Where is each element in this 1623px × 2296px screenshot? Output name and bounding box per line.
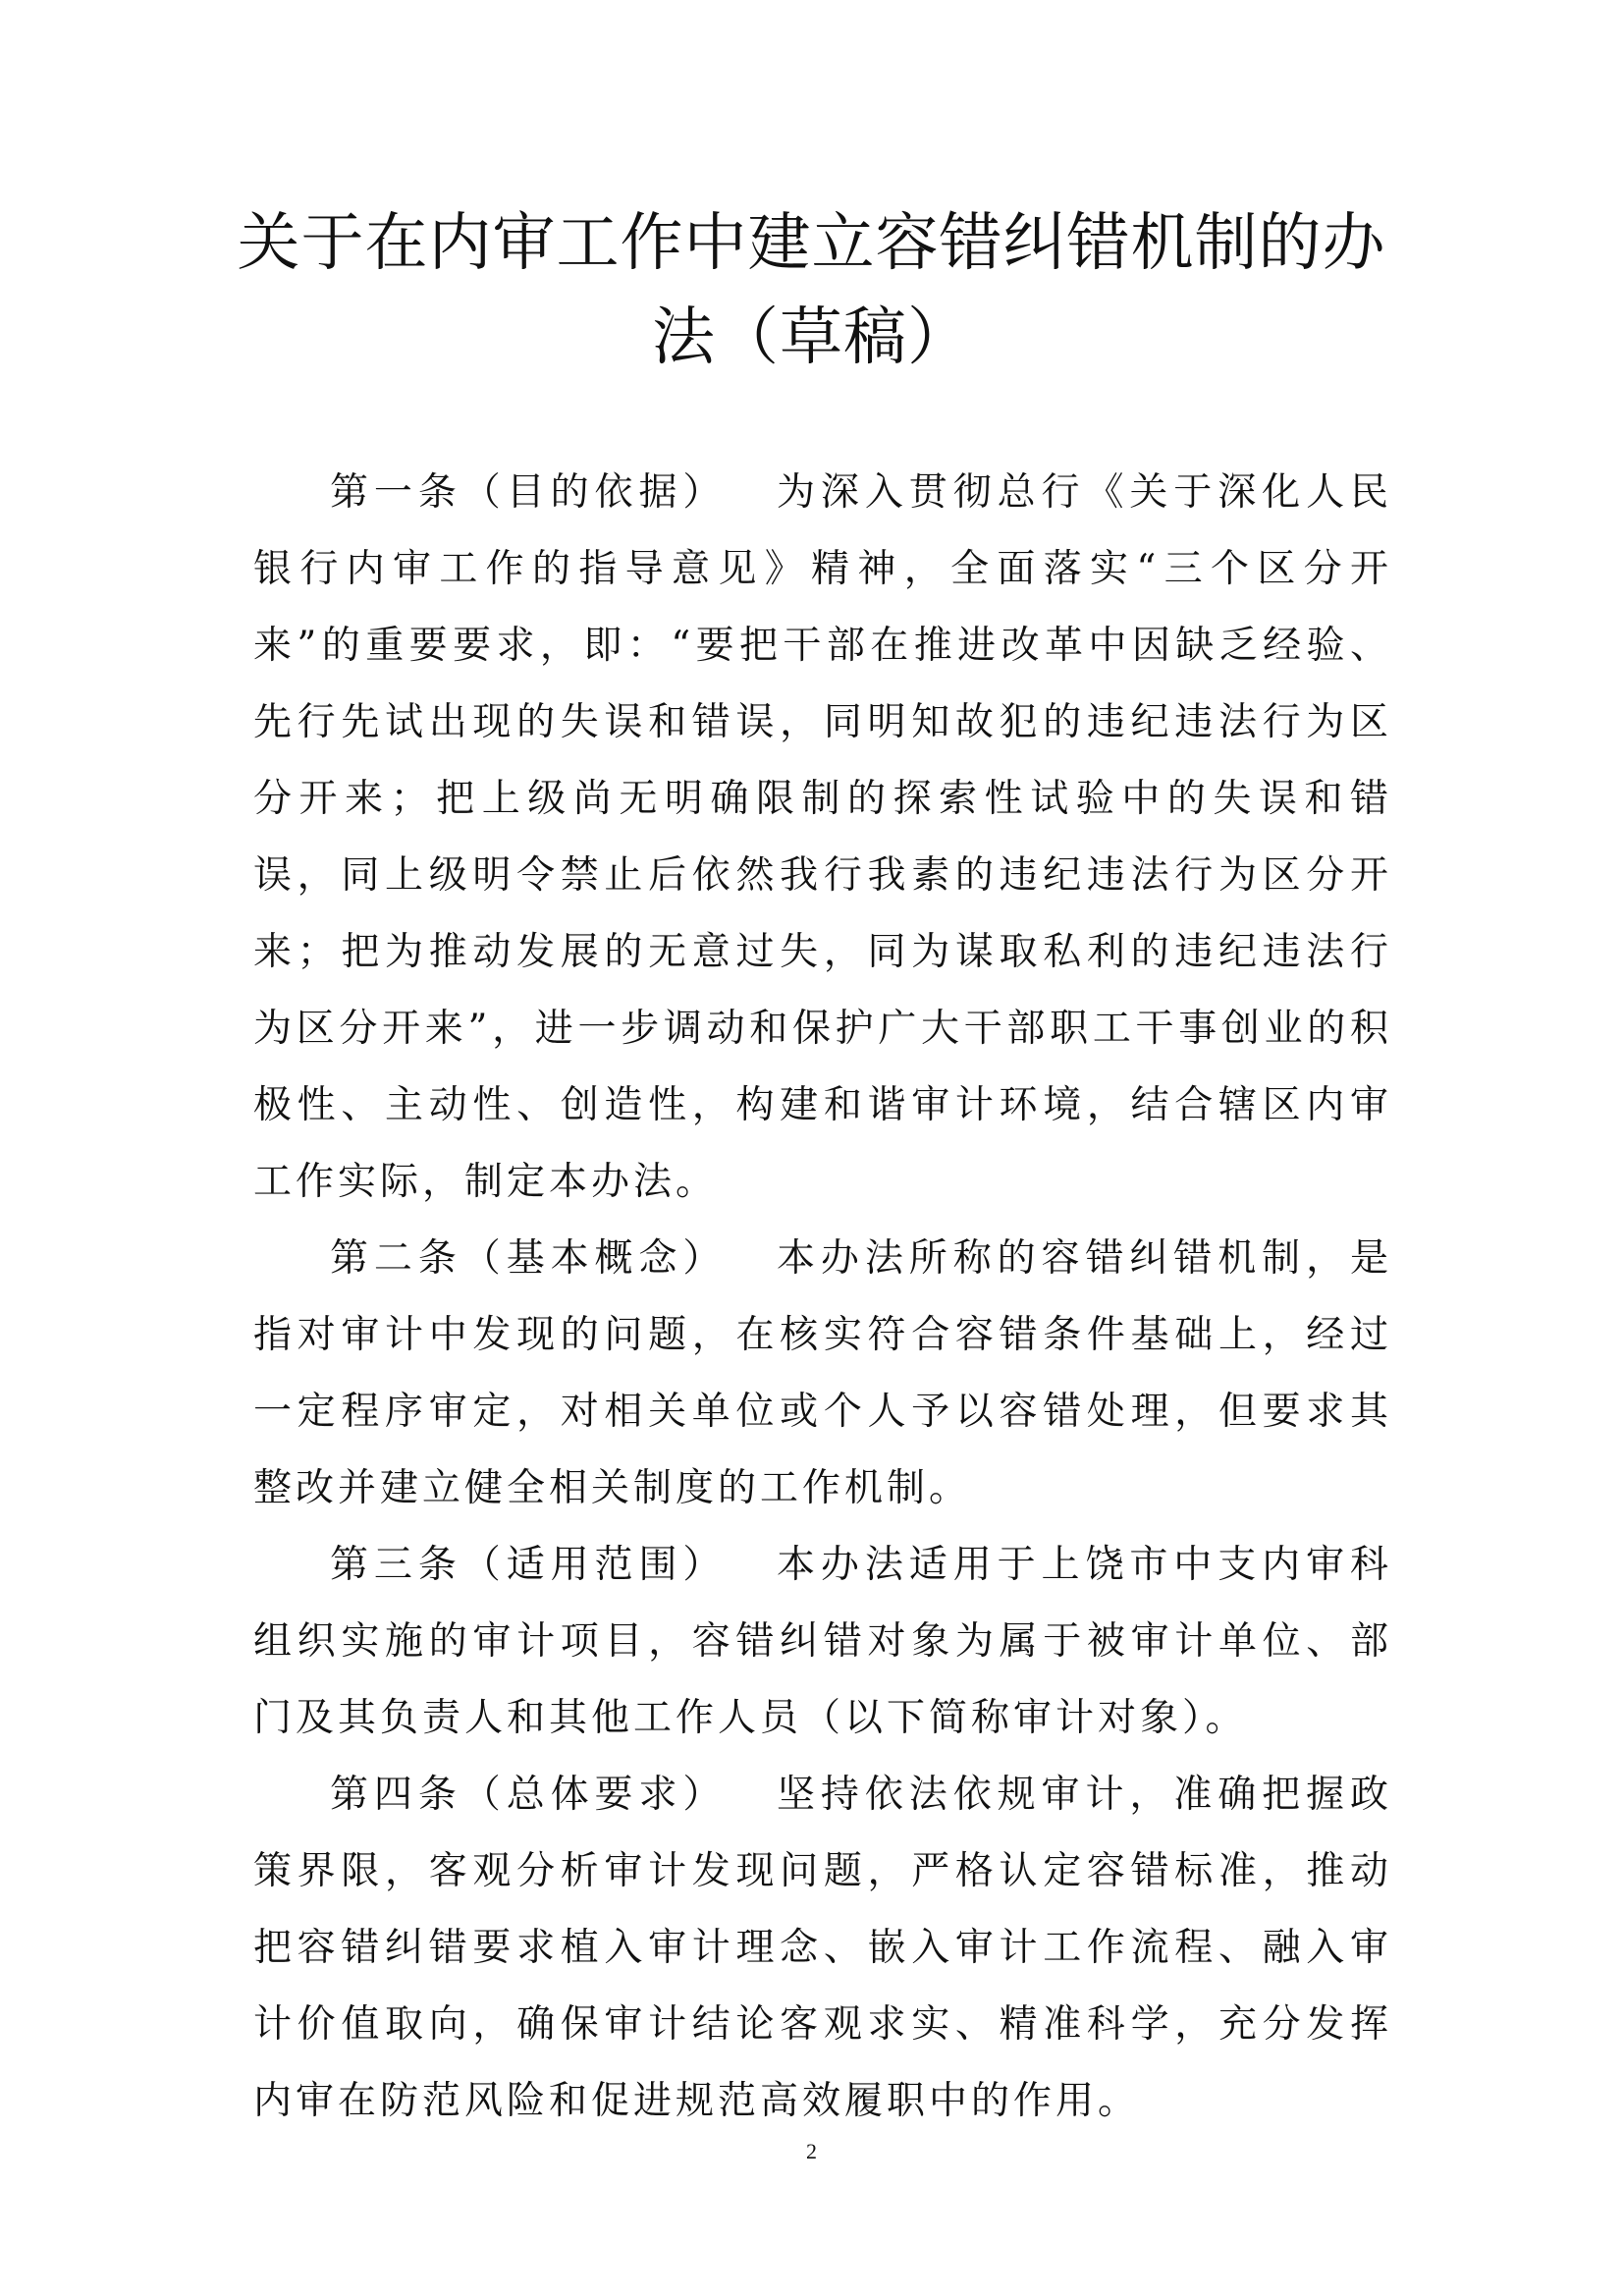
article-2 [253, 1221, 1392, 1527]
article-1 [253, 455, 1392, 1221]
article-4-text: 坚持依法依规审计，准确把握政策界限，客观分析审计发现问题，严格认定容错标准，推动把容错纠错要求植入审计理念、嵌入审计工作流程、融入审计价值取向，确保审计结论客观求实、精准科学，充分发挥内审在防范风险和促进规范高效履职中的作用。 [253, 1773, 1392, 2123]
page-number: 2 [806, 2139, 817, 2163]
document-title-line-2: 法（草稿） [652, 301, 971, 374]
article-2-text: 本办法所称的容错纠错机制，是指对审计中发现的问题，在核实符合容错条件基础上，经过一定程序审定，对相关单位或个人予以容错处理，但要求其整改并建立健全相关制度的工作机制。 [253, 1236, 1392, 1510]
article-3 [253, 1527, 1392, 1757]
document-body [253, 455, 1392, 2140]
article-1-text: 为深入贯彻总行《关于深化人民银行内审工作的指导意见》精神，全面落实“三个区分开来”的重要要求，即：“要把干部在推进改革中因缺乏经验、先行先试出现的失误和错误，同明知故犯的违纪违法行为区分开来；把上级尚无明确限制的探索性试验中的失误和错误，同上级明令禁止后依然我行我素的违纪违法行为区分开来；把为推动发展的无意过失，同为谋取私利的违纪违法行为区分开来”，进一步调动和保护广大干部职工干事创业的积极性、主动性、创造性，构建和谐审计环境，结合辖区内审工作实际，制定本办法。 [253, 470, 1392, 1204]
document-title-line-1: 关于在内审工作中建立容错纠错机制的办 [237, 207, 1386, 280]
article-3-heading: 第三条（适用范围） [330, 1543, 728, 1587]
article-2-heading: 第二条（基本概念） [330, 1236, 728, 1281]
article-3-text: 本办法适用于上饶市中支内审科组织实施的审计项目，容错纠错对象为属于被审计单位、部门及其负责人和其他工作人员（以下简称审计对象）。 [253, 1543, 1392, 1740]
article-4 [253, 1757, 1392, 2140]
article-1-heading: 第一条（目的依据） [330, 470, 728, 515]
document-title [177, 196, 1446, 385]
article-4-heading: 第四条（总体要求） [330, 1773, 728, 1817]
